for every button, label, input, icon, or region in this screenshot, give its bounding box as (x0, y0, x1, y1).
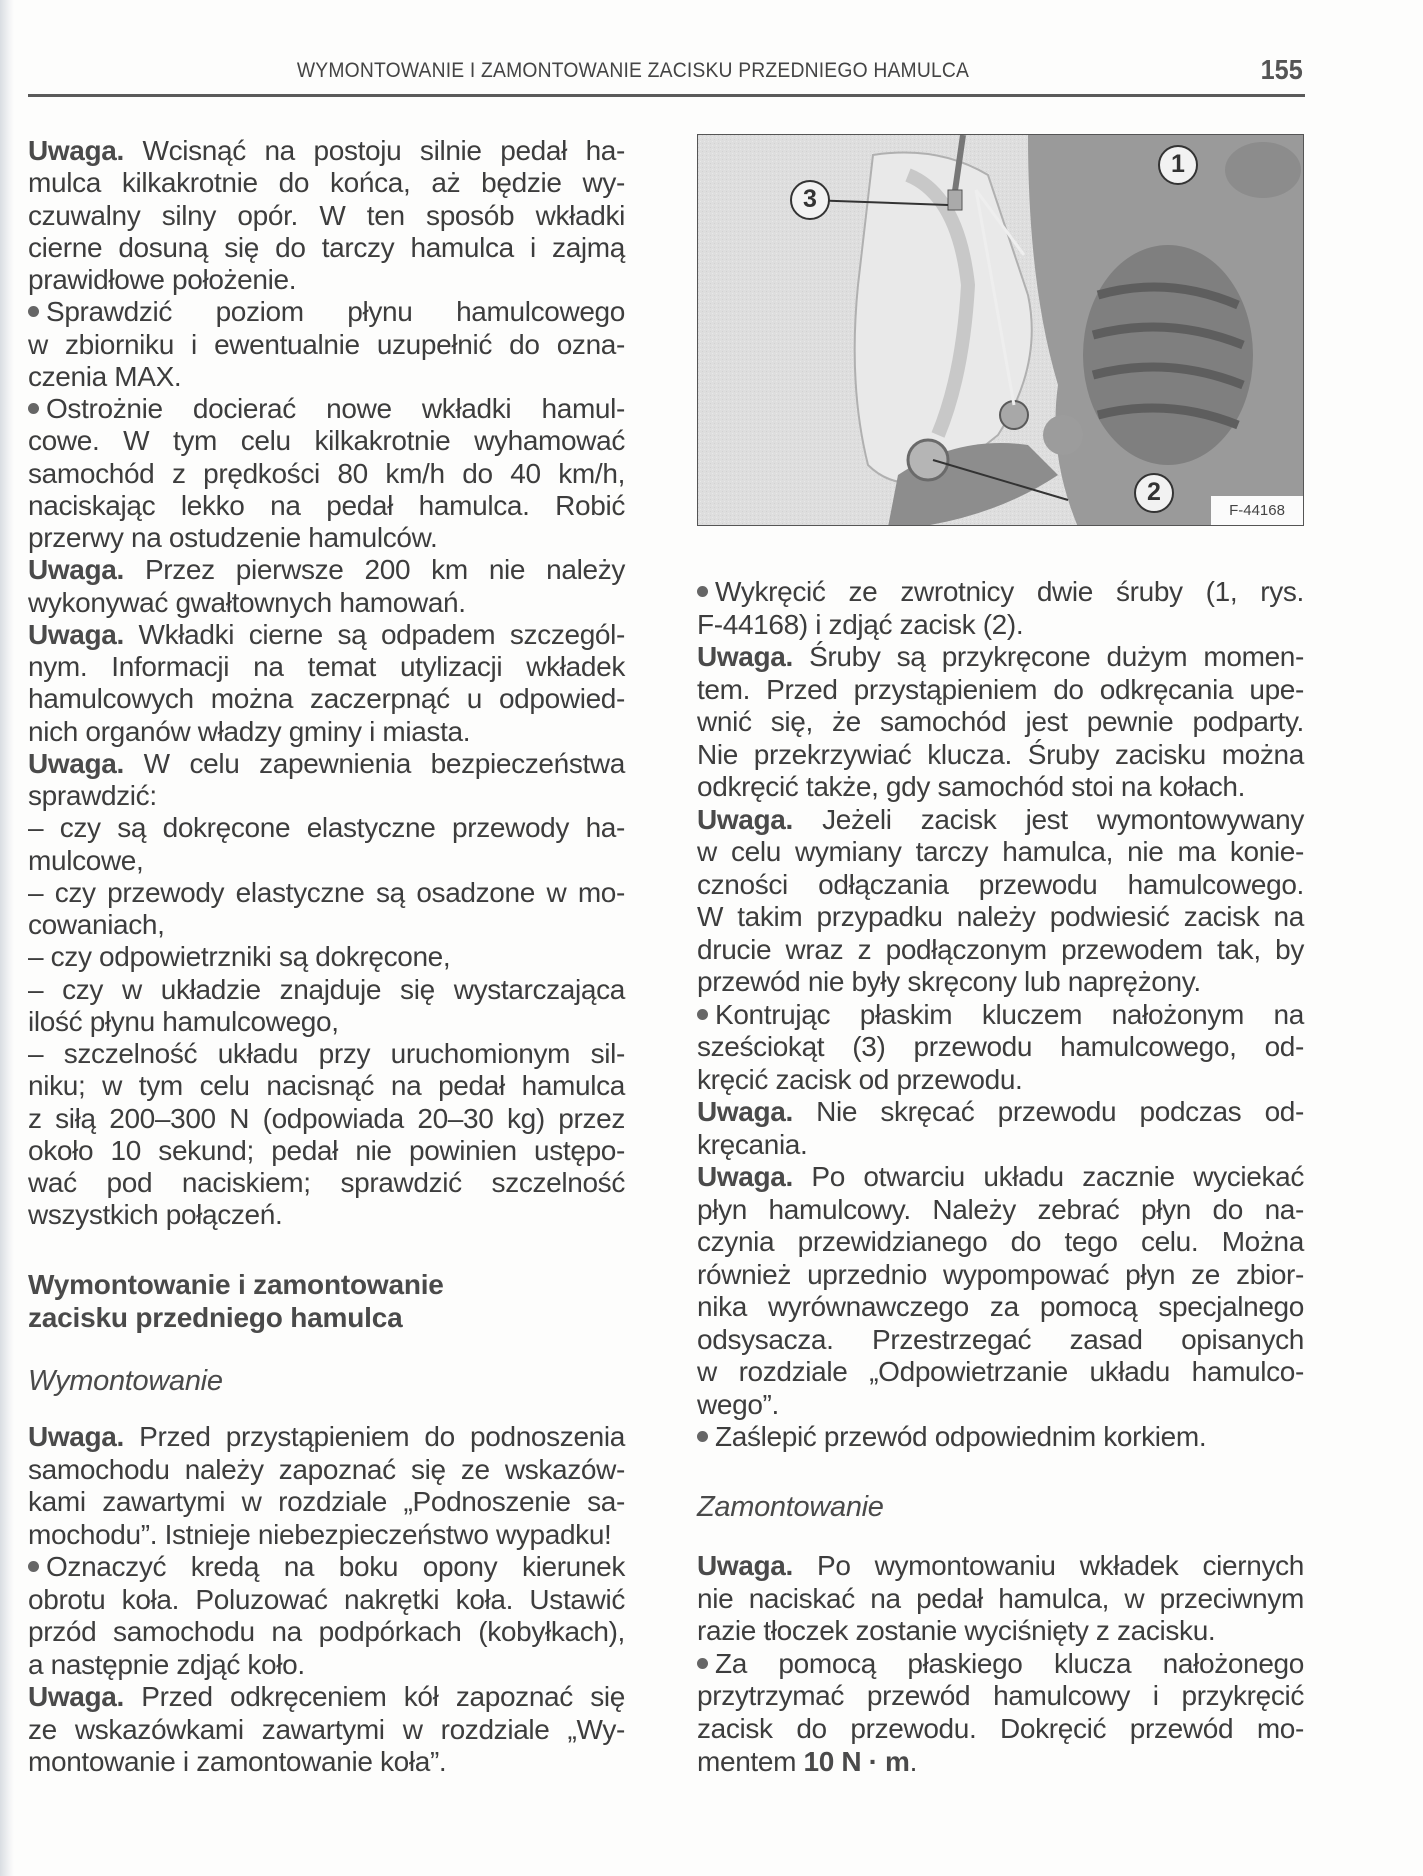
note-label: Uwaga. (697, 803, 793, 835)
line-text: nym. Informacji na temat utylizacji wkładek (28, 651, 625, 682)
running-title: WYMONTOWANIE I ZAMONTOWANIE ZACISKU PRZEDNIEGO HAMULCA (296, 59, 970, 82)
text-line (697, 1389, 1304, 1421)
line-text: w rozdziale „Odpowietrzanie układu hamulco- (697, 1356, 1304, 1387)
text-line (697, 869, 1304, 901)
text-line (697, 1615, 1304, 1647)
text-line (697, 1421, 1304, 1453)
text-line (697, 1129, 1304, 1161)
line-text: wykonywać gwałtownych hamowań. (28, 586, 466, 618)
line-text: około 10 sekund; pedał nie powinien ustępo- (28, 1134, 625, 1166)
line-text: tem. Przed przystąpieniem do odkręcania upe- (697, 673, 1304, 705)
section-heading-line: Wymontowanie i zamontowanie (28, 1269, 444, 1300)
caliper-illustration (698, 135, 1304, 526)
bullet-icon (28, 1561, 39, 1572)
line-text: – szczelność układu przy uruchomionym sil- (28, 1038, 625, 1069)
text-line (697, 999, 1304, 1031)
line-text: cierne dosuną się do tarczy hamulca i zajmą (28, 231, 625, 263)
line-text: mentem (697, 1745, 804, 1777)
text-line (28, 1421, 625, 1453)
text-line (28, 200, 625, 232)
line-text: drucie wraz z podłączonym przewodem tak, by (697, 933, 1304, 965)
line-text: ze wskazówkami zawartymi w rozdziale „Wy- (28, 1713, 625, 1745)
text-line (28, 296, 625, 328)
text-line (697, 966, 1304, 998)
line-text: Oznaczyć kredą na boku opony kierunek (46, 1551, 625, 1582)
line-text: W takim przypadku należy podwiesić zacisk na (697, 901, 1304, 932)
line-text: czności odłączania przewodu hamulcowego. (697, 868, 1304, 900)
text-line (697, 1713, 1304, 1745)
text-line (697, 1161, 1304, 1193)
note-label: Uwaga. (28, 554, 124, 586)
line-text: W celu zapewnienia bezpieczeństwa (123, 747, 625, 779)
line-text: Po otwarciu układu zacznie wyciekać (792, 1161, 1304, 1192)
figure-brake-caliper-photo (697, 134, 1304, 526)
scan-edge-shadow (0, 0, 14, 1876)
text-line (28, 1103, 625, 1135)
text-line (28, 941, 625, 973)
bullet-icon (28, 306, 39, 317)
line-text: odsysacza. Przestrzegać zasad opisanych (697, 1323, 1304, 1355)
text-line (28, 264, 625, 296)
section-heading-line: zacisku przedniego hamulca (28, 1302, 403, 1333)
note-label: Uwaga. (697, 1550, 793, 1581)
text-line (28, 554, 625, 586)
text-line (28, 974, 625, 1006)
text-line (28, 1038, 625, 1070)
line-text: Przed odkręceniem kół zapoznać się (123, 1681, 625, 1712)
callout-marker: 2 (1134, 473, 1174, 513)
text-line (697, 901, 1304, 933)
text-line (697, 1680, 1304, 1712)
line-text: – czy odpowietrzniki są dokręcone, (28, 941, 451, 973)
text-line (697, 836, 1304, 868)
line-text: Jeżeli zacisk jest wymontowywany (792, 803, 1304, 835)
text-line (28, 683, 625, 715)
line-text: prawidłowe położenie. (28, 264, 297, 295)
text-line (28, 1649, 625, 1681)
text-line (697, 771, 1304, 803)
text-line (697, 1324, 1304, 1356)
line-text: z siłą 200–300 N (odpowiada 20–30 kg) przez (28, 1102, 625, 1134)
line-text: przerwy na ostudzenie hamulców. (28, 522, 438, 553)
line-text: hamulcowych można zaczerpnąć u odpowied- (28, 683, 625, 715)
line-text: mochodu”. Istnieje niebezpieczeństwo wypadku! (28, 1518, 612, 1550)
cv-boot (1083, 245, 1253, 465)
line-text: Sprawdzić poziom płynu hamulcowego (46, 296, 625, 328)
text-line (697, 706, 1304, 738)
line-text: Wcisnąć na postoju silnie pedał ha- (123, 135, 625, 166)
callout-marker: 1 (1158, 145, 1198, 185)
text-line (28, 425, 625, 457)
line-text: w celu wymiany tarczy hamulca, nie ma konie- (697, 836, 1304, 867)
line-text: Zaślepić przewód odpowiednim korkiem. (715, 1421, 1207, 1452)
text-line (697, 1356, 1304, 1388)
line-text: mulcowe, (28, 844, 144, 876)
text-line (28, 1006, 625, 1038)
line-text: również uprzednio wypompować płyn ze zbior- (697, 1258, 1304, 1290)
note-label: Uwaga. (697, 1161, 793, 1192)
line-text: – czy w układzie znajduje się wystarczająca (28, 973, 625, 1005)
text-line (28, 1616, 625, 1648)
text-line (28, 135, 625, 167)
text-line (28, 329, 625, 361)
line-text: czynia przewidzianego do tego celu. Można (697, 1226, 1304, 1257)
figure-label: F-44168 (1211, 496, 1303, 525)
line-text: mulca kilkakrotnie do końca, aż będzie wy- (28, 167, 625, 199)
bullet-icon (697, 1658, 708, 1669)
line-text: naciskając lekko na pedał hamulca. Robić (28, 489, 625, 521)
line-text: obrotu koła. Poluzować nakrętki koła. Ustawić (28, 1583, 625, 1615)
text-line (28, 167, 625, 199)
text-line (28, 909, 625, 941)
text-line (697, 1031, 1304, 1063)
text-line (28, 1135, 625, 1167)
text-line (28, 877, 625, 909)
note-label: Uwaga. (28, 747, 124, 779)
text-line (28, 1584, 625, 1616)
line-text: czuwalny silny opór. W ten sposób wkładki (28, 199, 625, 231)
line-text: montowanie i zamontowanie koła”. (28, 1746, 447, 1777)
line-text: cowe. W tym celu kilkakrotnie wyhamować (28, 425, 625, 457)
text-line (28, 651, 625, 683)
sub-heading-removal: Wymontowanie (28, 1365, 223, 1397)
note-label: Uwaga. (697, 1096, 793, 1127)
note-label: Uwaga. (28, 618, 124, 650)
text-line (28, 716, 625, 748)
text-line (28, 1070, 625, 1102)
line-text: przytrzymać przewód hamulcowy i przykręcić (697, 1680, 1304, 1712)
text-line (697, 1550, 1304, 1582)
running-header (28, 55, 1305, 83)
text-line (697, 1259, 1304, 1291)
line-text: samochód z prędkości 80 km/h do 40 km/h, (28, 457, 625, 489)
text-line (28, 845, 625, 877)
line-text: niku; w tym celu nacisnąć na pedał hamulca (28, 1070, 625, 1102)
line-text: Ostrożnie docierać nowe wkładki hamul- (46, 393, 625, 424)
text-line (697, 1064, 1304, 1096)
text-line (28, 780, 625, 812)
note-label: Uwaga. (28, 135, 124, 166)
line-text: nika wyrównawczego za pomocą specjalnego (697, 1291, 1304, 1322)
line-text: kami zawartymi w rozdziale „Podnoszenie sa- (28, 1486, 625, 1517)
text-line (697, 1291, 1304, 1323)
line-text: – czy przewody elastyczne są osadzone w mo- (28, 876, 625, 908)
text-line (697, 609, 1304, 641)
text-line (28, 1681, 625, 1713)
line-text: Nie skręcać przewodu podczas od- (792, 1096, 1304, 1127)
note-label: Uwaga. (28, 1421, 124, 1452)
text-line (28, 490, 625, 522)
line-text: Przed przystąpieniem do podnoszenia (123, 1421, 625, 1452)
text-line (28, 458, 625, 490)
line-text: ilość płynu hamulcowego, (28, 1005, 339, 1037)
text-line (697, 674, 1304, 706)
line-text: Przez pierwsze 200 km nie należy (123, 554, 625, 586)
line-text: wszystkich połączeń. (28, 1199, 283, 1231)
line-text: cowaniach, (28, 909, 165, 940)
text-line (28, 1714, 625, 1746)
text-line (28, 1746, 625, 1778)
callout-marker: 3 (790, 180, 830, 220)
line-text: Nie przekrzywiać klucza. Śruby zacisku można (697, 738, 1304, 770)
line-text: czenia MAX. (28, 360, 182, 392)
line-text: nie naciskać na pedał hamulca, w przeciwnym (697, 1582, 1304, 1614)
note-label: Uwaga. (697, 641, 793, 672)
text-line (28, 1519, 625, 1551)
bullet-icon (697, 1431, 708, 1442)
line-text: Kontrując płaskim kluczem nałożonym na (715, 998, 1304, 1030)
knuckle-boss (1043, 415, 1083, 455)
text-line (697, 641, 1304, 673)
line-text: wnić się, że samochód jest pewnie podparty. (697, 706, 1304, 737)
bolt-lower (908, 440, 948, 480)
line-text: Wykręcić ze zwrotnicy dwie śruby (1, rys. (715, 576, 1304, 607)
text-line (28, 812, 625, 844)
line-text: przód samochodu na podpórkach (kobyłkach), (28, 1616, 625, 1647)
line-text: sprawdzić: (28, 780, 157, 811)
text-line (697, 1648, 1304, 1680)
text-line (697, 1583, 1304, 1615)
line-text: kręcić zacisk od przewodu. (697, 1063, 1023, 1095)
line-text: przewód nie były skręcony lub naprężony. (697, 966, 1201, 997)
line-text: w zbiorniku i ewentualnie uzupełnić do ozna- (28, 328, 625, 360)
text-line (697, 576, 1304, 608)
text-line (697, 804, 1304, 836)
text-line (28, 361, 625, 393)
text-line (28, 619, 625, 651)
text-line (697, 1096, 1304, 1128)
bolt-upper (1000, 401, 1028, 429)
text-line (697, 1746, 1304, 1778)
hex-fitting (948, 190, 962, 210)
torque-value: 10 N · m (803, 1745, 910, 1777)
text-line (28, 587, 625, 619)
line-text: wać pod naciskiem; sprawdzić szczelność (28, 1167, 625, 1198)
line-text: Śruby są przykręcone dużym momen- (792, 641, 1304, 672)
text-line (28, 748, 625, 780)
line-text-tail: . (909, 1745, 918, 1777)
section-heading (28, 1268, 444, 1334)
sub-heading-installation: Zamontowanie (697, 1491, 884, 1523)
line-text: odkręcić także, gdy samochód stoi na kołach. (697, 771, 1246, 802)
line-text: a następnie zdjąć koło. (28, 1648, 305, 1680)
strut-top (1225, 142, 1301, 198)
line-text: płyn hamulcowy. Należy zebrać płyn do na- (697, 1193, 1304, 1225)
text-line (28, 522, 625, 554)
bullet-icon (697, 586, 708, 597)
note-label: Uwaga. (28, 1681, 124, 1712)
line-text: samochodu należy zapoznać się ze wskazów- (28, 1453, 625, 1485)
line-text: F-44168) i zdjąć zacisk (2). (697, 608, 1024, 640)
line-text: razie tłoczek zostanie wyciśnięty z zacisku. (697, 1615, 1216, 1647)
line-text: nich organów władzy gminy i miasta. (28, 715, 471, 747)
line-text: – czy są dokręcone elastyczne przewody ha- (28, 812, 625, 844)
text-line (28, 1551, 625, 1583)
bullet-icon (28, 403, 39, 414)
line-text: Za pomocą płaskiego klucza nałożonego (715, 1647, 1304, 1679)
header-rule (28, 94, 1305, 97)
text-line (28, 232, 625, 264)
line-text: Wkładki cierne są odpadem szczegól- (123, 618, 625, 650)
text-line (697, 739, 1304, 771)
line-text: sześciokąt (3) przewodu hamulcowego, od- (697, 1031, 1304, 1062)
page-number: 155 (1260, 54, 1303, 85)
text-line (28, 1167, 625, 1199)
text-line (28, 1486, 625, 1518)
text-line (697, 934, 1304, 966)
text-line (697, 1194, 1304, 1226)
text-line (697, 1226, 1304, 1258)
line-text: kręcania. (697, 1128, 808, 1160)
text-line (28, 1199, 625, 1231)
text-line (28, 1454, 625, 1486)
line-text: Po wymontowaniu wkładek ciernych (792, 1550, 1304, 1581)
line-text: zacisk do przewodu. Dokręcić przewód mo- (697, 1713, 1304, 1744)
text-line (28, 393, 625, 425)
line-text: wego”. (697, 1388, 779, 1420)
bullet-icon (697, 1009, 708, 1020)
